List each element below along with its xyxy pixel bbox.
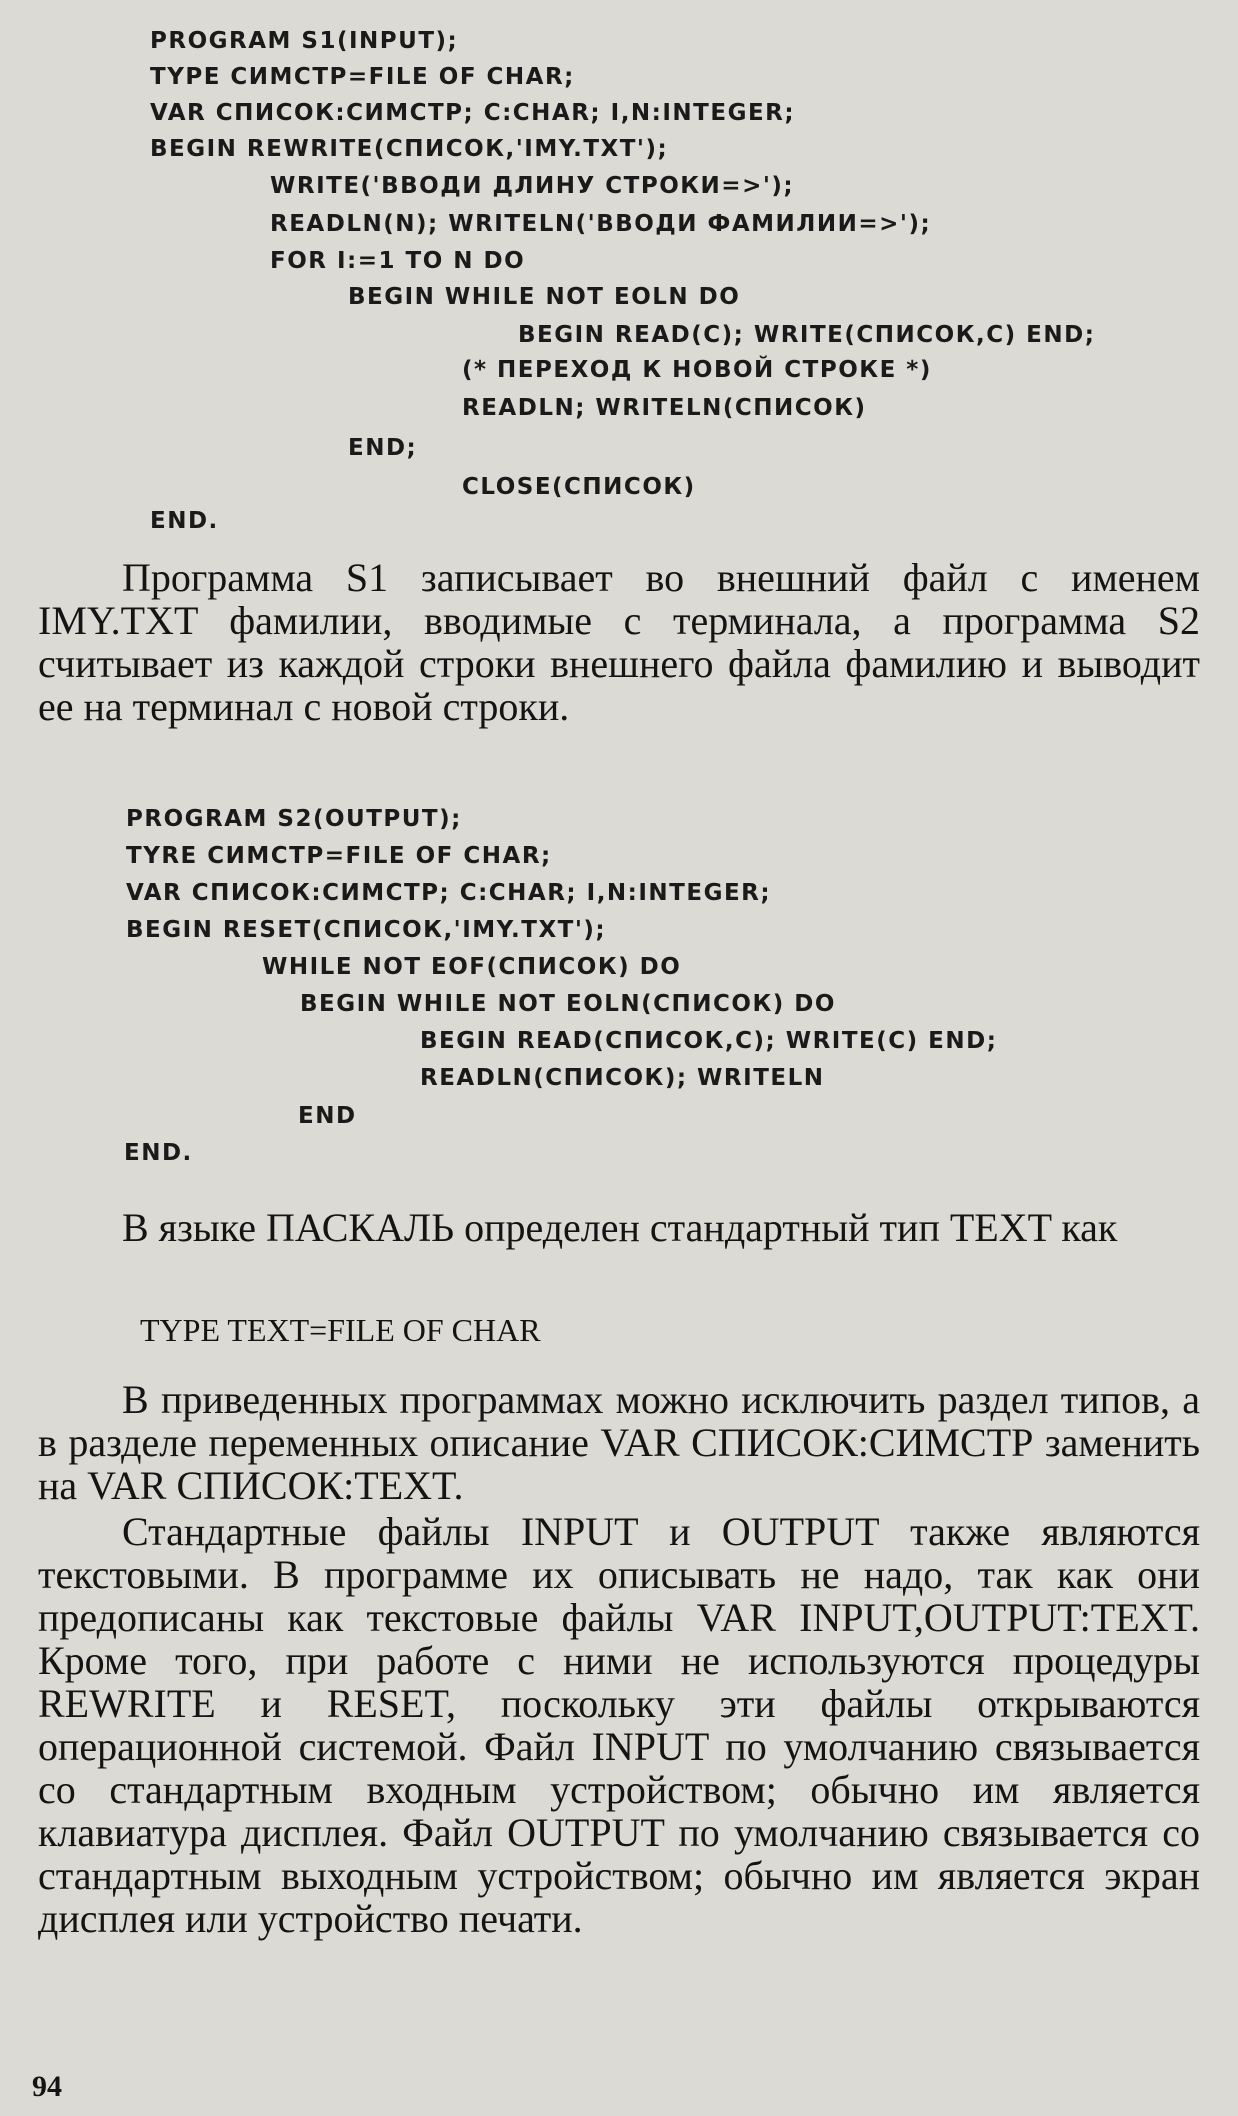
paragraph-text: Стандартные файлы INPUT и OUTPUT также являются текстовыми. В программе их описывать не надо, так как они предописаны как текстовые файлы VAR INPUT,OUTPUT:TEXT. Кроме того, при работе с ними не используются процедуры REWRITE и RESET, поскольку эти файлы открываются операционной системой. Файл INPUT по умолчанию связывается со стандартным входным устройством; обычно им является клавиатура дисплея. Файл OUTPUT по умолчанию связывается со стандартным выходным устройством; обычно им является экран дисплея или устройство печати. <box>38 1509 1200 1941</box>
code-line: VAR СПИСОК:СИМСТР; C:CHAR; I,N:INTEGER; <box>150 100 796 126</box>
code-line: BEGIN REWRITE(СПИСОК,'IMY.TXT'); <box>150 136 669 162</box>
code-line: READLN; WRITELN(СПИСОК) <box>462 395 867 421</box>
code-line: PROGRAM S1(INPUT); <box>150 28 459 54</box>
code-line: (* ПЕРЕХОД К НОВОЙ СТРОКЕ *) <box>462 357 932 383</box>
paragraph-text: Программа S1 записывает во внешний файл с именем IMY.TXT фамилии, вводимые с терминала, а программа S2 считывает из каждой строки внешнего файла фамилию и выводит ее на терминал с новой строки. <box>38 555 1200 729</box>
code-line: TYPE СИМСТР=FILE OF CHAR; <box>150 64 575 90</box>
paragraph-4 <box>38 1510 1200 1940</box>
code-line: END; <box>348 435 418 461</box>
code-line: BEGIN WHILE NOT EOLN DO <box>348 284 741 310</box>
code-line: END. <box>124 1140 193 1166</box>
code-line: END <box>298 1103 357 1129</box>
code-line: READLN(СПИСОК); WRITELN <box>420 1065 825 1091</box>
code-line: WRITE('ВВОДИ ДЛИНУ СТРОКИ=>'); <box>270 173 795 199</box>
paragraph-text: В языке ПАСКАЛЬ определен стандартный тип TEXT как <box>122 1205 1118 1250</box>
code-line: PROGRAM S2(OUTPUT); <box>126 806 462 832</box>
code-line: VAR СПИСОК:СИМСТР; C:CHAR; I,N:INTEGER; <box>126 880 772 906</box>
code-line: FOR I:=1 TO N DO <box>270 248 526 274</box>
paragraph-1 <box>38 556 1200 728</box>
type-definition: TYPE TEXT=FILE OF CHAR <box>140 1312 541 1348</box>
page-number: 94 <box>32 2070 62 2103</box>
code-line: TYRE СИМСТР=FILE OF CHAR; <box>126 843 552 869</box>
paragraph-text: В приведенных программах можно исключить раздел типов, а в разделе переменных описание VAR СПИСОК:СИМСТР заменить на VAR СПИСОК:TEXT. <box>38 1377 1200 1508</box>
code-line: BEGIN READ(СПИСОК,C); WRITE(C) END; <box>420 1028 998 1054</box>
code-line: BEGIN RESET(СПИСОК,'IMY.TXT'); <box>126 917 607 943</box>
code-line: WHILE NOT EOF(СПИСОК) DO <box>262 954 682 980</box>
code-line: READLN(N); WRITELN('ВВОДИ ФАМИЛИИ=>'); <box>270 211 932 237</box>
code-line: BEGIN WHILE NOT EOLN(СПИСОК) DO <box>300 991 836 1017</box>
code-line: END. <box>150 508 219 534</box>
paragraph-2 <box>38 1206 1200 1249</box>
code-line: CLOSE(СПИСОК) <box>462 474 696 500</box>
code-line: BEGIN READ(C); WRITE(СПИСОК,C) END; <box>518 322 1096 348</box>
paragraph-3 <box>38 1378 1200 1507</box>
